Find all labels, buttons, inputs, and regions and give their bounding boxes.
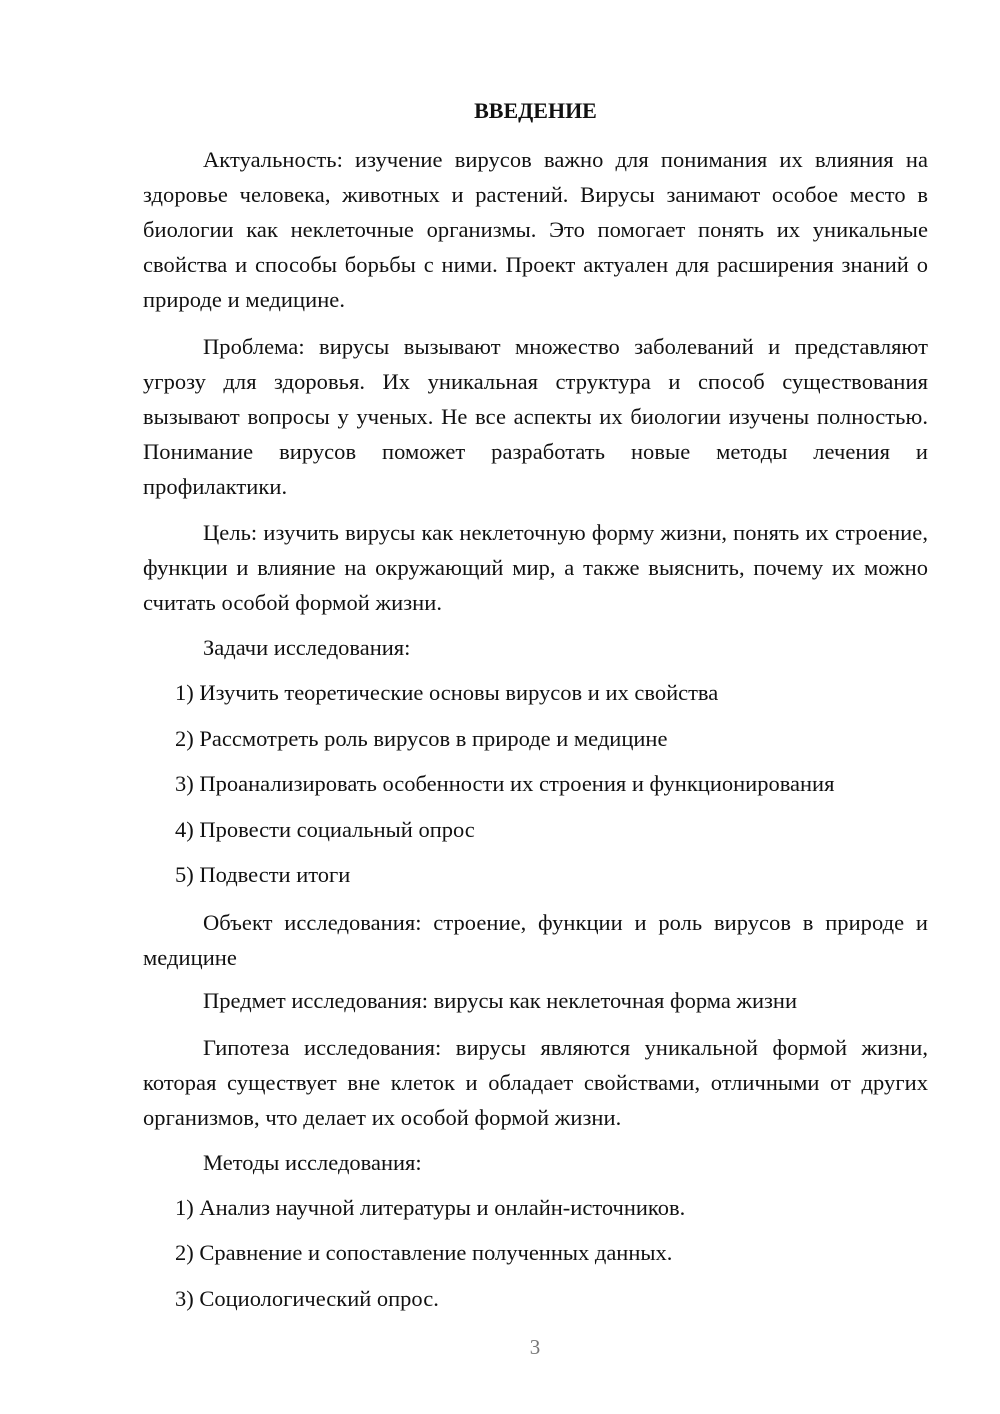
method-item: 1) Анализ научной литературы и онлайн-источников.	[175, 1195, 686, 1220]
problem-paragraph: Проблема: вирусы вызывают множество заболеваний и представляют угрозу для здоровья. Их уникальная структура и способ существования вызывают вопросы у ученых. Не все аспекты их биологии изучены полностью. Понимание вирусов поможет разработать новые методы лечения и профилактики.	[143, 334, 928, 499]
methods-heading: Методы исследования:	[203, 1150, 422, 1175]
relevance-paragraph: Актуальность: изучение вирусов важно для понимания их влияния на здоровье человека, животных и растений. Вирусы занимают особое место в биологии как неклеточные организмы. Это помогает понять их уникальные свойства и способы борьбы с ними. Проект актуален для расширения знаний о природе и медицине.	[143, 147, 928, 312]
task-item: 3) Проанализировать особенности их строения и функционирования	[175, 771, 835, 796]
page-title: ВВЕДЕНИЕ	[474, 98, 597, 123]
task-item: 1) Изучить теоретические основы вирусов и их свойства	[175, 680, 719, 705]
method-item: 2) Сравнение и сопоставление полученных данных.	[175, 1240, 673, 1265]
page-number: 3	[529, 1335, 541, 1359]
subject-paragraph: Предмет исследования: вирусы как неклеточная форма жизни	[203, 988, 797, 1013]
task-item: 5) Подвести итоги	[175, 862, 351, 887]
hypothesis-paragraph: Гипотеза исследования: вирусы являются уникальной формой жизни, которая существует вне клеток и обладает свойствами, отличными от других организмов, что делает их особой формой жизни.	[143, 1035, 928, 1130]
tasks-heading: Задачи исследования:	[203, 635, 411, 660]
task-item: 4) Провести социальный опрос	[175, 817, 475, 842]
goal-paragraph: Цель: изучить вирусы как неклеточную форму жизни, понять их строение, функции и влияние на окружающий мир, а также выяснить, почему их можно считать особой формой жизни.	[143, 520, 928, 615]
task-item: 2) Рассмотреть роль вирусов в природе и медицине	[175, 726, 668, 751]
object-paragraph: Объект исследования: строение, функции и роль вирусов в природе и медицине	[143, 910, 928, 970]
method-item: 3) Социологический опрос.	[175, 1286, 439, 1311]
